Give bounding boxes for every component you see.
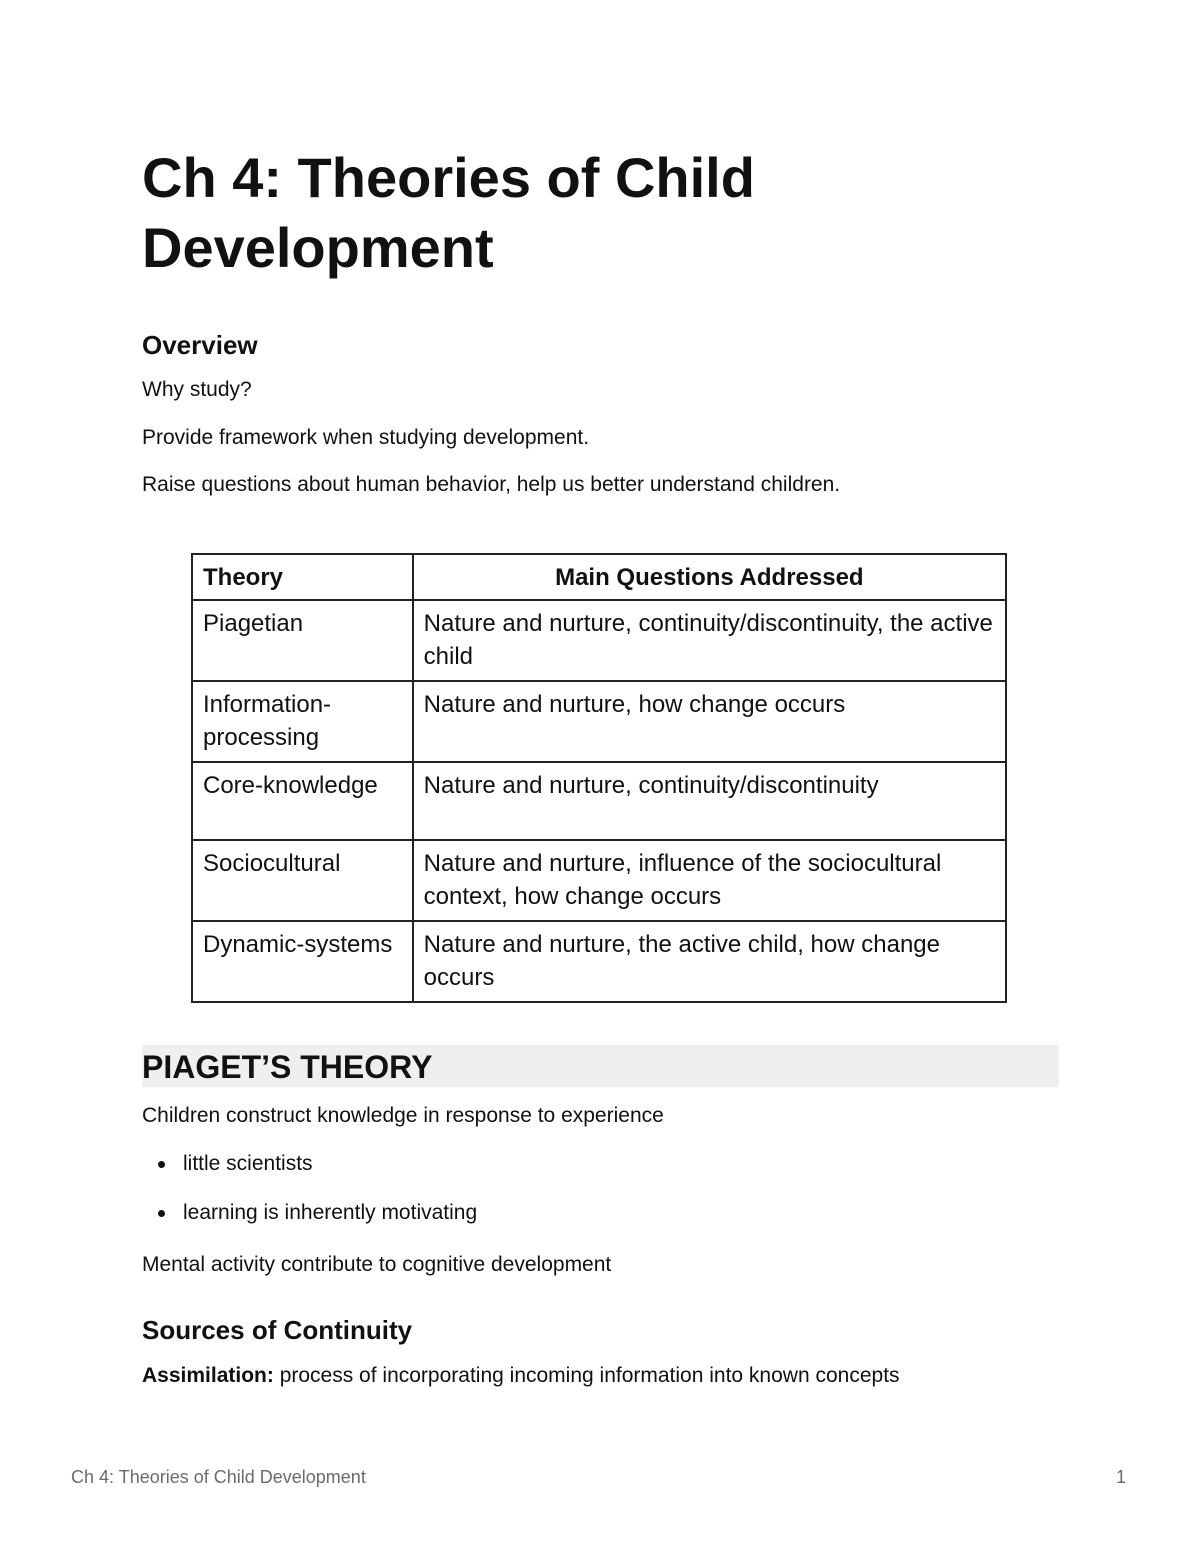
footer-title: Ch 4: Theories of Child Development <box>71 1467 366 1487</box>
theories-table <box>191 553 1007 1003</box>
header-theory: Theory <box>192 554 413 600</box>
page-number: 1 <box>1116 1467 1127 1487</box>
table-row <box>192 762 1006 840</box>
assimilation-text: process of incorporating incoming information into known concepts <box>273 1364 900 1387</box>
assimilation-definition <box>142 1363 900 1389</box>
overview-line-3: Raise questions about human behavior, help us better understand children. <box>142 473 841 496</box>
bullet-icon <box>158 1210 165 1217</box>
theory-cell: Sociocultural <box>192 840 413 921</box>
list-item <box>142 1200 477 1226</box>
questions-cell: Nature and nurture, continuity/discontinuity, the active child <box>413 600 1006 681</box>
header-questions: Main Questions Addressed <box>413 554 1006 600</box>
list-item-text: little scientists <box>183 1152 313 1175</box>
table-row <box>192 840 1006 921</box>
piaget-bullet-list <box>142 1151 477 1249</box>
table-row <box>192 681 1006 762</box>
bullet-icon <box>158 1161 165 1168</box>
questions-cell: Nature and nurture, how change occurs <box>413 681 1006 762</box>
overview-heading: Overview <box>142 330 258 360</box>
theory-cell: Dynamic-systems <box>192 921 413 1002</box>
theory-cell: Information-processing <box>192 681 413 762</box>
table-row <box>192 921 1006 1002</box>
table-header-row <box>192 554 1006 600</box>
sources-heading: Sources of Continuity <box>142 1315 413 1345</box>
questions-cell: Nature and nurture, influence of the sociocultural context, how change occurs <box>413 840 1006 921</box>
overview-line-1: Why study? <box>142 378 252 401</box>
questions-cell: Nature and nurture, the active child, how change occurs <box>413 921 1006 1002</box>
list-item-text: learning is inherently motivating <box>183 1201 478 1224</box>
assimilation-term: Assimilation: <box>142 1364 274 1387</box>
document-title <box>142 143 1042 283</box>
overview-line-2: Provide framework when studying development. <box>142 426 590 449</box>
theory-cell: Core-knowledge <box>192 762 413 840</box>
piaget-after: Mental activity contribute to cognitive development <box>142 1253 612 1276</box>
piaget-intro: Children construct knowledge in response to experience <box>142 1104 664 1127</box>
title-line-2: Development <box>142 216 494 279</box>
piaget-heading: PIAGET’S THEORY <box>142 1049 433 1085</box>
title-line-1: Ch 4: Theories of Child <box>142 146 755 209</box>
list-item <box>142 1151 477 1177</box>
table-row <box>192 600 1006 681</box>
theory-cell: Piagetian <box>192 600 413 681</box>
questions-cell: Nature and nurture, continuity/discontinuity <box>413 762 1006 840</box>
